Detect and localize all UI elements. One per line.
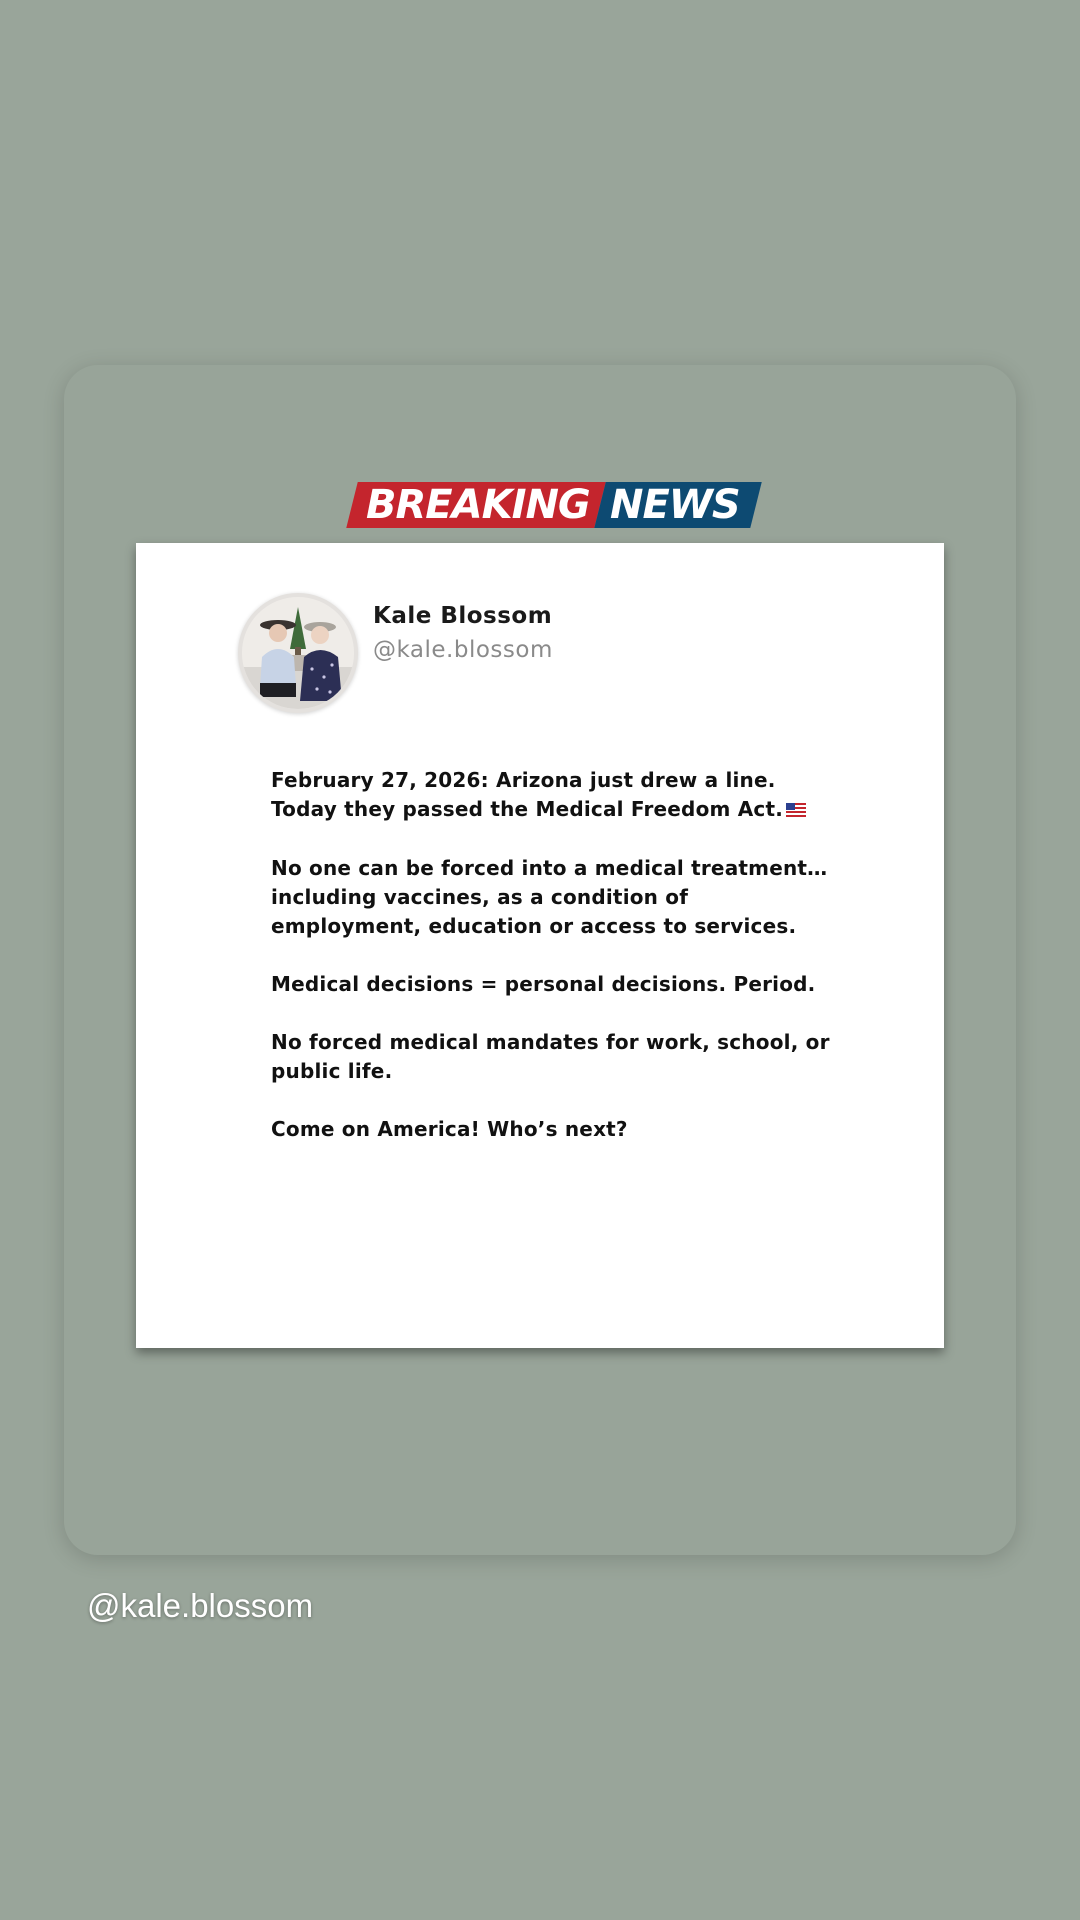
post-paragraph: [271, 766, 841, 825]
author-handle[interactable]: @kale.blossom: [373, 637, 553, 663]
post-paragraph: Come on America! Who’s next?: [271, 1117, 628, 1141]
avatar-photo-icon: [242, 597, 354, 709]
post-paragraph-text: February 27, 2026: Arizona just drew a line. Today they passed the Medical Freedom Act.: [271, 768, 784, 821]
avatar[interactable]: [238, 593, 358, 713]
breaking-news-banner: [352, 482, 756, 528]
post-body: [271, 766, 841, 1173]
post-paragraph: No forced medical mandates for work, school, or public life.: [271, 1030, 830, 1083]
author-name[interactable]: Kale Blossom: [373, 603, 553, 629]
banner-breaking: [346, 482, 605, 528]
post-paragraph: No one can be forced into a medical treatment… including vaccines, as a condition of employment, education or access to services.: [271, 856, 828, 938]
banner-news-text: NEWS: [609, 482, 740, 528]
us-flag-icon: [786, 796, 806, 825]
banner-breaking-text: BREAKING: [366, 482, 590, 528]
post-card: [136, 543, 944, 1348]
post-paragraph: Medical decisions = personal decisions. Period.: [271, 972, 816, 996]
banner-news: [594, 482, 761, 528]
footer-handle[interactable]: @kale.blossom: [87, 1587, 314, 1624]
